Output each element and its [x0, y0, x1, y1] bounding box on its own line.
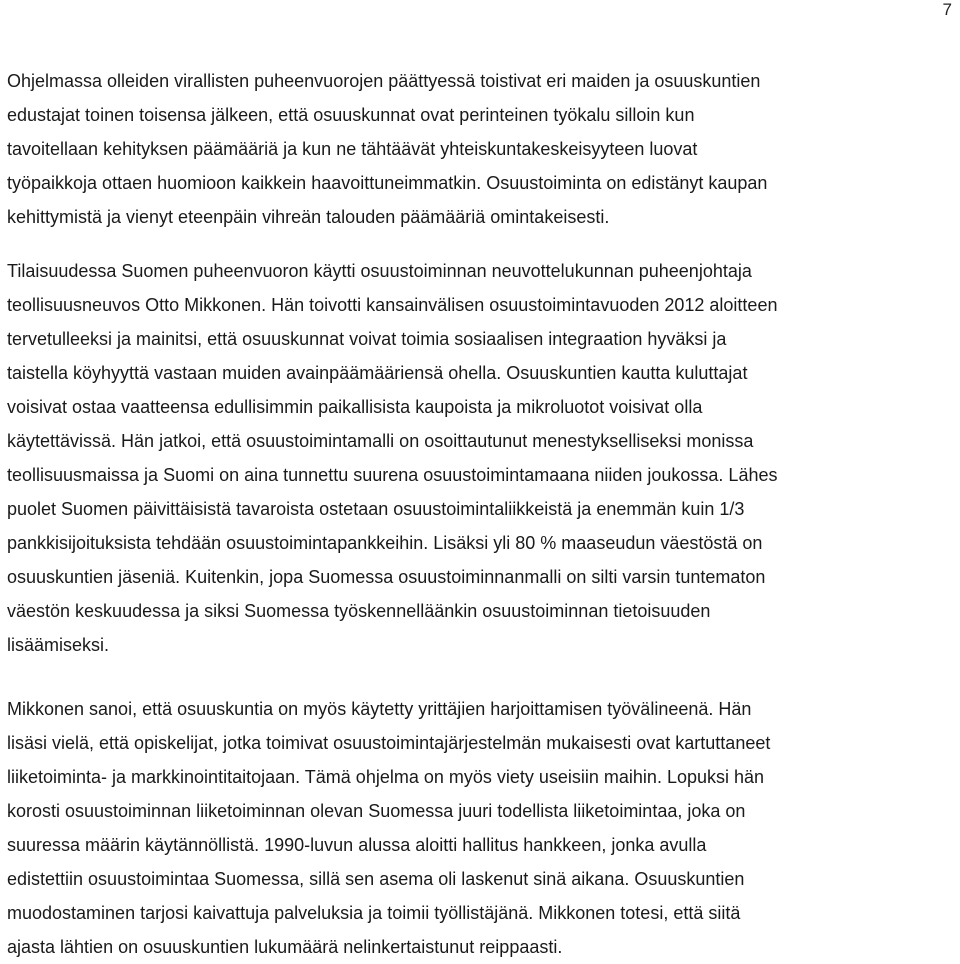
text-line: suuressa määrin käytännöllistä. 1990-luvun alussa aloitti hallitus hankkeen, jonka avulla	[7, 835, 707, 855]
text-line: voisivat ostaa vaatteensa edullisimmin paikallisista kaupoista ja mikroluotot voisivat olla	[7, 397, 703, 417]
text-line: työpaikkoja ottaen huomioon kaikkein haavoittuneimmatkin. Osuustoiminta on edistänyt kaupan	[7, 173, 768, 193]
text-line: kehittymistä ja vienyt eteenpäin vihreän talouden päämääriä omintakeisesti.	[7, 207, 610, 227]
text-line: teollisuusneuvos Otto Mikkonen. Hän toivotti kansainvälisen osuustoimintavuoden 2012 aloitteen	[7, 295, 778, 315]
document-body	[7, 64, 952, 957]
paragraph-1	[7, 64, 952, 234]
text-line: liiketoiminta- ja markkinointitaitojaan. Tämä ohjelma on myös viety useisiin maihin. Lopuksi hän	[7, 767, 765, 787]
text-line: osuuskuntien jäseniä. Kuitenkin, jopa Suomessa osuustoiminnanmalli on silti varsin tuntematon	[7, 567, 766, 587]
text-line: puolet Suomen päivittäisistä tavaroista ostetaan osuustoimintaliikkeistä ja enemmän kuin 1/3	[7, 499, 745, 519]
text-line: muodostaminen tarjosi kaivattuja palveluksia ja toimii työllistäjänä. Mikkonen totesi, että siitä	[7, 903, 741, 923]
text-line: lisäsi vielä, että opiskelijat, jotka toimivat osuustoimintajärjestelmän mukaisesti ovat kartuttaneet	[7, 733, 771, 753]
text-line: Ohjelmassa olleiden virallisten puheenvuorojen päättyessä toistivat eri maiden ja osuuskuntien	[7, 71, 761, 91]
text-line: korosti osuustoiminnan liiketoiminnan olevan Suomessa juuri todellista liiketoimintaa, joka on	[7, 801, 746, 821]
text-line: ajasta lähtien on osuuskuntien lukumäärä nelinkertaistunut reippaasti.	[7, 937, 563, 957]
text-line: käytettävissä. Hän jatkoi, että osuustoimintamalli on osoittautunut menestykselliseksi monissa	[7, 431, 754, 451]
text-line: Tilaisuudessa Suomen puheenvuoron käytti osuustoiminnan neuvottelukunnan puheenjohtaja	[7, 261, 752, 281]
text-line: teollisuusmaissa ja Suomi on aina tunnettu suurena osuustoimintamaana niiden joukossa. Lähes	[7, 465, 778, 485]
paragraph-3	[7, 692, 952, 957]
text-line: taistella köyhyyttä vastaan muiden avainpäämääriensä ohella. Osuuskuntien kautta kuluttajat	[7, 363, 748, 383]
text-line: tavoitellaan kehityksen päämääriä ja kun ne tähtäävät yhteiskuntakeskeisyyteen luovat	[7, 139, 698, 159]
text-line: edustajat toinen toisensa jälkeen, että osuuskunnat ovat perinteinen työkalu silloin kun	[7, 105, 695, 125]
text-line: edistettiin osuustoimintaa Suomessa, sillä sen asema oli laskenut sinä aikana. Osuuskuntien	[7, 869, 745, 889]
text-line: Mikkonen sanoi, että osuuskuntia on myös käytetty yrittäjien harjoittamisen työvälineenä. Hän	[7, 699, 752, 719]
paragraph-2	[7, 254, 952, 662]
text-line: tervetulleeksi ja mainitsi, että osuuskunnat voivat toimia sosiaalisen integraation hyväksi ja	[7, 329, 727, 349]
text-line: pankkisijoituksista tehdään osuustoimintapankkeihin. Lisäksi yli 80 % maaseudun väestöstä on	[7, 533, 763, 553]
text-line: väestön keskuudessa ja siksi Suomessa työskennelläänkin osuustoiminnan tietoisuuden	[7, 601, 711, 621]
page-number: 7	[942, 0, 952, 19]
text-line: lisäämiseksi.	[7, 635, 110, 655]
